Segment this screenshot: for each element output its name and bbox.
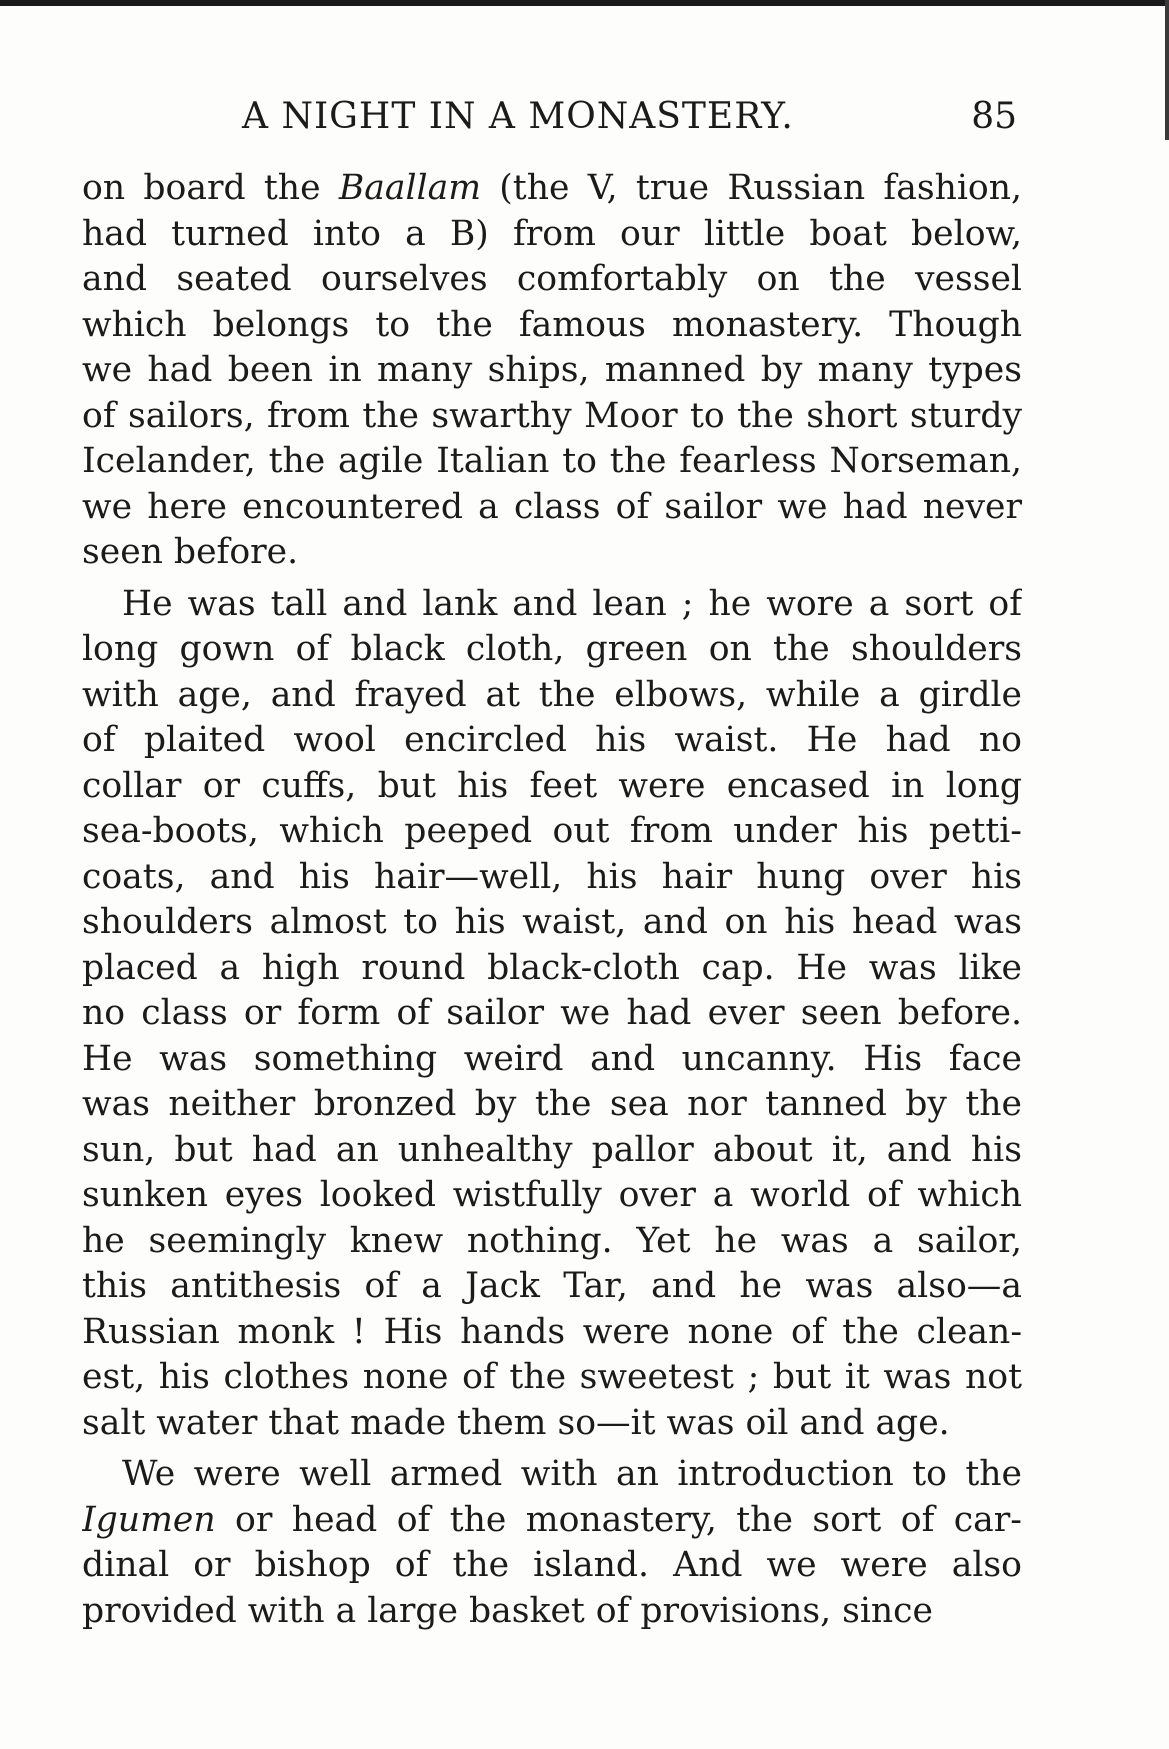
text-line: sun, but had an unhealthy pallor about it, and his <box>82 1129 1022 1170</box>
italic-term: Igumen <box>82 1499 216 1540</box>
text-line: we had been in many ships, manned by many types <box>82 350 1022 390</box>
text-line: Russian monk ! His hands were none of the clean- <box>82 1311 1022 1352</box>
italic-term: Baallam <box>338 168 482 208</box>
text-line: of plaited wool encircled his waist. He had no <box>82 720 1022 760</box>
text-line: with age, and frayed at the elbows, while a girdle <box>82 674 1022 715</box>
text-line: Icelander, the agile Italian to the fearless Norseman, <box>82 441 1022 481</box>
text-line: he seemingly knew nothing. Yet he was a sailor, <box>82 1220 1022 1261</box>
text-line: placed a high round black-cloth cap. He was like <box>82 947 1022 988</box>
text-line: coats, and his hair—well, his hair hung over his <box>82 856 1022 897</box>
text-line: dinal or bishop of the island. And we were also <box>82 1545 1022 1585</box>
text-line: long gown of black cloth, green on the shoulders <box>82 629 1022 669</box>
text-line: sea-boots, which peeped out from under his petti- <box>82 811 1022 851</box>
text-line: this antithesis of a Jack Tar, and he was also—a <box>82 1266 1022 1306</box>
page-number: 85 <box>971 96 1017 137</box>
running-title: A NIGHT IN A MONASTERY. <box>242 96 794 137</box>
text-line: collar or cuffs, but his feet were encased in long <box>82 765 1022 806</box>
text-line: shoulders almost to his waist, and on his head was <box>82 902 1022 942</box>
text-line: salt water that made them so—it was oil and age. <box>82 1402 950 1443</box>
text-line: We were well armed with an introduction to the <box>122 1454 1022 1494</box>
text-line: He was tall and lank and lean ; he wore a sort of <box>122 583 1022 624</box>
body-text <box>82 166 1022 1634</box>
text-line: est, his clothes none of the sweetest ; but it was not <box>82 1357 1022 1397</box>
text-line: we here encountered a class of sailor we had never <box>82 486 1022 527</box>
scan-right-edge <box>1165 0 1169 140</box>
page-header <box>82 96 1022 152</box>
paragraph <box>82 166 1022 576</box>
text-line: had turned into a B) from our little boat below, <box>82 213 1022 254</box>
scan-top-edge <box>0 0 1169 6</box>
text-line: no class or form of sailor we had ever seen before. <box>82 993 1022 1033</box>
paragraph <box>82 1452 1022 1634</box>
text-line: and seated ourselves comfortably on the vessel <box>82 259 1022 299</box>
text-line: of sailors, from the swarthy Moor to the short sturdy <box>82 395 1022 436</box>
text-line: on board the Baallam (the V, true Russian fashion, <box>82 168 1022 208</box>
paragraph <box>82 582 1022 1447</box>
text-line: He was something weird and uncanny. His face <box>82 1038 1022 1079</box>
text-line: provided with a large basket of provisions, since <box>82 1590 934 1631</box>
text-line: was neither bronzed by the sea nor tanned by the <box>82 1084 1022 1124</box>
text-line: seen before. <box>82 532 299 572</box>
text-line: which belongs to the famous monastery. Though <box>82 304 1022 345</box>
text-line: Igumen or head of the monastery, the sort of car- <box>82 1499 1022 1540</box>
text-line: sunken eyes looked wistfully over a world of which <box>82 1175 1022 1215</box>
